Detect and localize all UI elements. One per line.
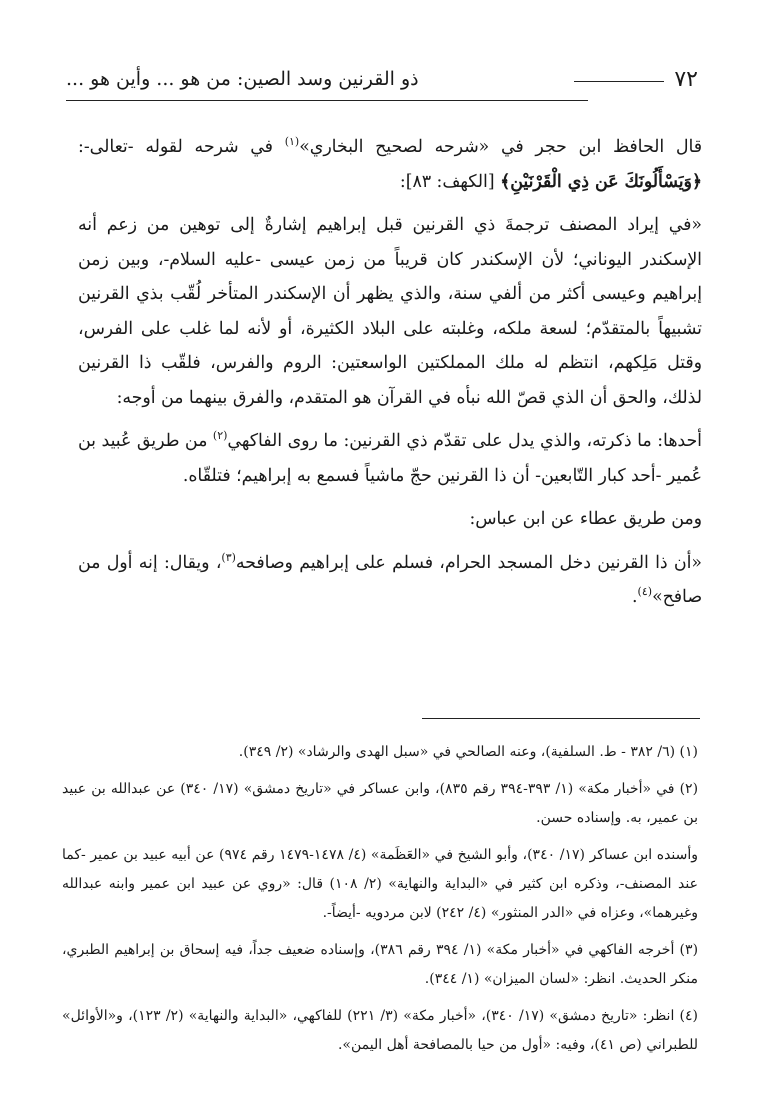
footnote-marker-3: (٣) — [221, 550, 236, 564]
main-text — [78, 130, 702, 615]
paragraph-ata-chain: ومن طريق عطاء عن ابن عباس: — [469, 509, 702, 529]
footnote-marker-4: (٤) — [637, 585, 653, 599]
page-number: ٧٢ — [674, 67, 698, 92]
paragraph-first-reason — [78, 424, 702, 493]
verse-reference: [الكهف: ٨٣]: — [399, 171, 501, 192]
quran-verse: ﴿وَيَسْأَلُونَكَ عَن ذِي الْقَرْنَيْنِ﴾ — [500, 171, 702, 192]
page-number-group — [574, 67, 698, 96]
intro-text-a: قال الحافظ ابن حجر في «شرحه لصحيح البخاري» — [299, 137, 702, 157]
handshake-text-b: ، ويقال: إنه أول من صافح» — [78, 552, 702, 607]
footnote-marker-1: (١) — [284, 135, 300, 149]
footnote-marker-2: (٢) — [212, 429, 228, 443]
handshake-text-c: . — [632, 587, 638, 607]
first-reason-text-a: أحدها: ما ذكرته، والذي يدل على تقدّم ذي القرنين: ما روى الفاكهي — [227, 431, 702, 451]
footnotes — [62, 738, 698, 1060]
first-reason-text-b: من طريق عُبيد بن عُمير -أحد كبار التّابعين- أن ذا القرنين حجّ ماشياً فسمع به إبراهيم؛ فتلقّاه. — [78, 431, 702, 486]
footnote-2-continued: وأسنده ابن عساكر (١٧/ ٣٤٠)، وأبو الشيخ في «العَظَمة» (٤/ ١٤٧٨-١٤٧٩ رقم ٩٧٤) عن أبيه عبيد بن عمير -كما عند المصنف-، وذكره ابن كثير في «البداية والنهاية» (٢/ ١٠٨) قال: «روي عن عبيد ابن عمير وابنه عبدالله وغيرهما»، وعزاه في «الدر المنثور» (٤/ ٢٤٢) لابن مردويه -أيضاً-. — [62, 847, 699, 921]
paragraph-quote: «في إيراد المصنف ترجمةَ ذي القرنين قبل إبراهيم إشارةٌ إلى توهين من زعم أنه الإسكندر اليوناني؛ لأن الإسكندر كان قريباً من زمن عيسى -عليه السلام-، وبين زمن إبراهيم وعيسى أكثر من ألفي سنة، والذي يظهر أن الإسكندر المتأخر لُقّب بذي القرنين تشبيهاً بالمتقدّم؛ لسعة ملكه، وغلبته على البلاد الكثيرة، أو لأنه لما غلب على الفرس، وقتل مَلِكهم، انتظم له ملك المملكتين الواسعتين: الروم والفرس، فلقّب ذا القرنين لذلك، والحق أن الذي قصّ الله نبأه في القرآن هو المتقدم، والفرق بينهما من أوجه: — [78, 215, 702, 408]
footnote-3: (٣) أخرجه الفاكهي في «أخبار مكة» (١/ ٣٩٤ رقم ٣٨٦)، وإسناده ضعيف جداً، فيه إسحاق بن إبراهيم الطبري، منكر الحديث. انظر: «لسان الميزان» (١/ ٣٤٤). — [62, 942, 699, 987]
running-title: ذو القرنين وسد الصين: من هو ... وأين هو ... — [66, 68, 419, 90]
header-rule — [66, 100, 588, 101]
footnote-separator — [422, 718, 700, 719]
paragraph-intro — [78, 130, 702, 199]
intro-text-b: في شرحه لقوله -تعالى-: — [78, 137, 285, 157]
page-header — [66, 56, 698, 96]
footnote-4: (٤) انظر: «تاريخ دمشق» (١٧/ ٣٤٠)، «أخبار مكة» (٣/ ٢٢١) للفاكهي، «البداية والنهاية» (٢/ ١٢٣)، و«الأوائل» للطبراني (ص ٤١)، وفيه: «أول من حيا بالمصافحة أهل اليمن». — [62, 1008, 698, 1053]
paragraph-handshake — [78, 546, 702, 615]
handshake-text-a: «أن ذا القرنين دخل المسجد الحرام، فسلم على إبراهيم وصافحه — [235, 552, 702, 573]
page-number-rule — [574, 81, 664, 82]
footnote-1: (١) (٦/ ٣٨٢ - ط. السلفية)، وعنه الصالحي في «سبل الهدى والرشاد» (٢/ ٣٤٩). — [238, 744, 698, 760]
footnote-2: (٢) في «أخبار مكة» (١/ ٣٩٣-٣٩٤ رقم ٨٣٥)، وابن عساكر في «تاريخ دمشق» (١٧/ ٣٤٠) عن عبدالله بن عبيد بن عمير، به. وإسناده حسن. — [62, 781, 699, 826]
